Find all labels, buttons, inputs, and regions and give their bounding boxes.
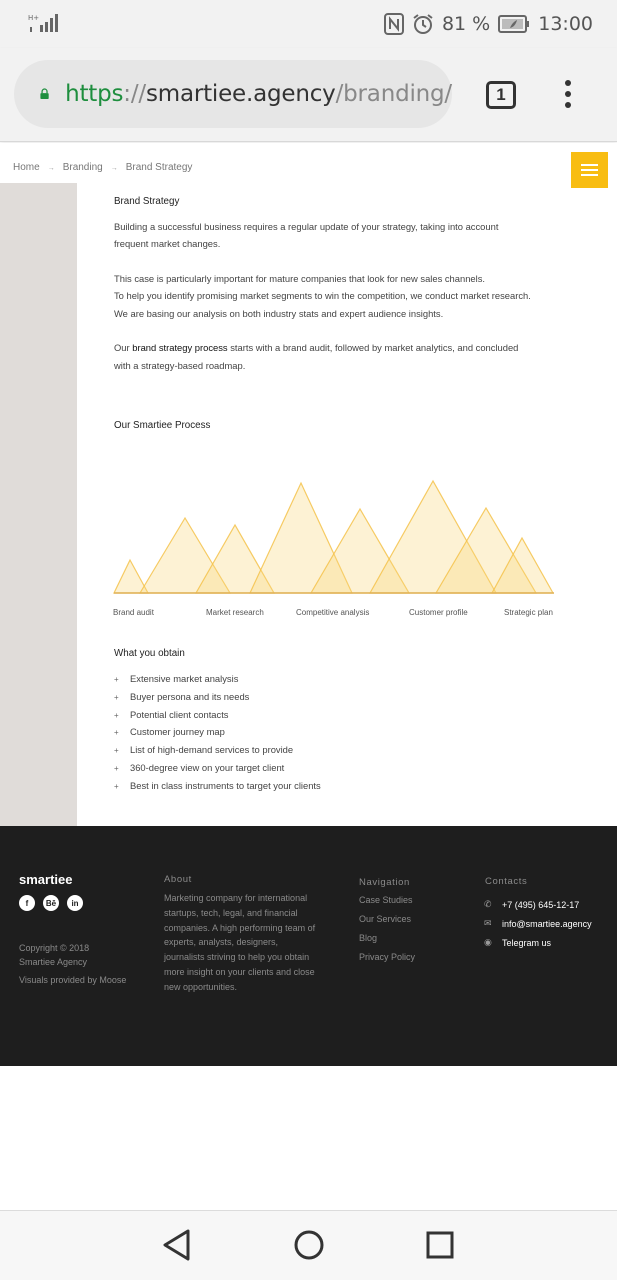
plus-icon: + [114, 728, 119, 738]
menu-line [581, 164, 598, 166]
process-highlight: brand strategy process [132, 342, 228, 353]
clock: 13:00 [538, 13, 593, 35]
stage-label: Market research [206, 608, 264, 617]
process-text-post: starts with a brand audit, followed by market analytics, and concluded with a strategy-based roadmap. [114, 342, 519, 371]
behance-icon[interactable]: Bē [43, 895, 59, 911]
about-title: About [164, 874, 192, 885]
url-scheme: https [65, 81, 124, 107]
signal-icon [28, 12, 60, 34]
list-item [114, 706, 321, 724]
back-icon[interactable] [160, 1228, 194, 1262]
obtain-title: What you obtain [114, 648, 185, 659]
market-paragraph [114, 270, 534, 323]
copyright-line-2: Smartiee Agency [19, 956, 88, 967]
battery-percent: 81 % [441, 13, 491, 35]
stage-label: Customer profile [409, 608, 468, 617]
linkedin-icon[interactable]: in [67, 895, 83, 911]
list-item [114, 688, 321, 706]
more-options-icon[interactable] [562, 80, 574, 114]
decorative-side-band [0, 183, 77, 827]
lock-icon [40, 81, 49, 107]
list-item-text: Buyer persona and its needs [130, 690, 250, 702]
nfc-icon [384, 13, 404, 35]
social-links [19, 895, 83, 911]
contacts-list [484, 895, 592, 952]
list-item-text: Extensive market analysis [130, 673, 239, 684]
menu-line [581, 174, 598, 176]
stage-label: Competitive analysis [296, 608, 370, 617]
list-item [114, 777, 321, 795]
nav-link-case-studies[interactable]: Case Studies [359, 895, 413, 905]
plus-icon: + [114, 692, 119, 702]
market-line-1: This case is particularly important for mature companies that look for new sales channels. [114, 272, 485, 284]
footer-logo[interactable]: smartiee [19, 872, 73, 887]
browser-toolbar [0, 48, 617, 142]
plus-icon: + [114, 781, 119, 791]
status-right [384, 10, 593, 38]
stage-label: Brand audit [113, 608, 154, 617]
phone-icon: ✆ [484, 899, 492, 909]
url-bar[interactable] [14, 60, 452, 128]
nav-link-privacy[interactable]: Privacy Policy [359, 952, 416, 962]
url-host: smartiee.agency [145, 81, 336, 107]
menu-line [581, 169, 598, 171]
tab-switcher-button[interactable]: 1 [486, 81, 516, 109]
process-mountains-graphic [110, 473, 560, 623]
list-item [114, 759, 321, 777]
telegram-text: Telegram us [502, 937, 552, 948]
navigation-title: Navigation [359, 877, 410, 888]
breadcrumb-home[interactable]: Home [13, 162, 40, 173]
plus-icon: + [114, 746, 119, 756]
about-text: Marketing company for international startups, tech, legal, and financial companies. A high performing team of experts, analysts, designers, journalists striving to help you obtain more insight on your clients and close new opportunities. [164, 893, 316, 992]
copyright-line-1: Copyright © 2018 [19, 943, 90, 953]
footer-navigation [359, 895, 415, 971]
site-footer [0, 826, 617, 1066]
url-text [65, 81, 452, 107]
page-title: Brand Strategy [114, 196, 180, 207]
process-text-pre: Our [114, 342, 133, 353]
article-content [114, 193, 534, 391]
nav-link-blog[interactable]: Blog [359, 933, 378, 943]
market-line-2: To help you identify promising market segments to win the competition, we conduct market research. [114, 290, 531, 301]
url-path: /branding/ [335, 81, 452, 107]
plus-icon: + [114, 763, 119, 773]
facebook-icon[interactable]: f [19, 895, 35, 911]
svg-text:H+: H+ [28, 14, 40, 22]
contact-email[interactable] [484, 914, 592, 933]
list-item [114, 670, 321, 688]
plus-icon: + [114, 675, 119, 684]
alarm-icon [412, 13, 434, 35]
home-icon[interactable] [293, 1228, 325, 1262]
market-line-3: We are basing our analysis on both industry stats and expert audience insights. [114, 307, 444, 319]
obtain-list [114, 670, 321, 795]
breadcrumb-arrow-icon: → [47, 165, 55, 172]
system-navigation-bar [0, 1210, 617, 1280]
process-title: Our Smartiee Process [114, 420, 211, 431]
telegram-icon: ◉ [484, 937, 492, 947]
intro-paragraph: Building a successful business requires a regular update of your strategy, taking into account frequent market changes. [114, 220, 499, 249]
email-text: info@smartiee.agency [502, 918, 592, 929]
contacts-title: Contacts [485, 876, 528, 887]
plus-icon: + [114, 710, 119, 720]
breadcrumb-branding[interactable]: Branding [62, 162, 103, 173]
copyright [19, 942, 89, 969]
breadcrumb-arrow-icon: → [110, 165, 118, 172]
status-bar [0, 0, 617, 48]
process-paragraph [114, 339, 534, 374]
battery-icon [498, 15, 530, 33]
nav-link-services[interactable]: Our Services [359, 914, 412, 924]
recent-apps-icon[interactable] [426, 1231, 454, 1259]
visuals-credit[interactable]: Visuals provided by Moose [19, 975, 127, 985]
contact-telegram[interactable] [484, 933, 592, 952]
mail-icon: ✉ [484, 918, 492, 928]
list-item [114, 741, 321, 759]
list-item-text: Customer journey map [130, 726, 225, 738]
phone-text: +7 (495) 645-12-17 [502, 899, 580, 910]
list-item-text: Best in class instruments to target your clients [130, 779, 321, 791]
url-separator: :// [123, 81, 146, 107]
contact-phone[interactable] [484, 895, 592, 914]
hamburger-menu-button[interactable] [571, 152, 608, 188]
breadcrumb-current: Brand Strategy [125, 162, 193, 173]
list-item-text: List of high-demand services to provide [130, 744, 294, 756]
list-item-text: Potential client contacts [130, 708, 229, 720]
list-item-text: 360-degree view on your target client [130, 761, 285, 773]
breadcrumb [13, 162, 192, 173]
list-item [114, 723, 321, 741]
stage-label: Strategic plan [504, 608, 553, 617]
